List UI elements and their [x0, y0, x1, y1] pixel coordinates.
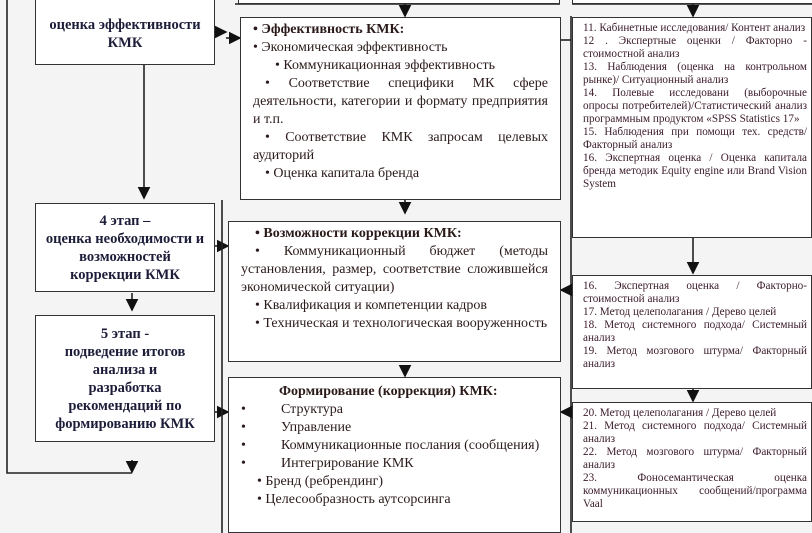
stage4-title-line: 4 этап –: [99, 212, 151, 229]
formation-box: [228, 377, 561, 533]
bullet-icon: •: [241, 438, 246, 453]
stage5-title-line: анализа и: [92, 361, 158, 378]
correction-item: • Коммуникационный бюджет (методы установления, размер, соответствие сложившейся экономической ситуации): [241, 244, 548, 295]
bullet-icon: •: [241, 456, 246, 471]
methods-box-1: [572, 17, 812, 238]
stage4-title-line: возможностей: [79, 248, 171, 265]
effectiveness-item: • Соответствие КМК запросам целевых аудиторий: [253, 130, 548, 163]
stage5-title-line: рекомендаций по: [68, 397, 182, 414]
formation-sub-item: • Целесообразность аутсорсинга: [257, 492, 451, 507]
stage3-box: [35, 0, 215, 65]
stage3-title-line: КМК: [107, 34, 143, 51]
method-item: 23. Фоносемантическая оценка коммуникационных сообщений/программа Vaal: [583, 472, 807, 510]
formation-item-text: Управление: [281, 420, 352, 435]
formation-header: Формирование (коррекция) КМК:: [279, 384, 498, 399]
method-item: 16. Экспертная оценка / Оценка капитала бренда методик Equity engine или Brand Vision System: [583, 152, 807, 190]
method-item: 12 . Экспертные оценки / Факторно - стоимостной анализ: [583, 35, 807, 60]
method-item: 13. Наблюдения (оценка на контрольном рынке)/ Ситуационный анализ: [583, 61, 807, 86]
correction-item: • Техническая и технологическая вооруженность: [255, 316, 548, 331]
effectiveness-header: • Эффективность КМК:: [253, 22, 405, 37]
formation-item: [237, 401, 548, 419]
top-right-box-stub: [572, 0, 812, 4]
methods-box-2: [572, 275, 812, 389]
effectiveness-item: • Экономическая эффективность: [253, 40, 448, 55]
method-item: 20. Метод целеполагания / Дерево целей: [583, 407, 777, 419]
methods-box-3: [572, 402, 812, 522]
formation-item-text: Интегрирование КМК: [281, 456, 414, 471]
method-item: 18. Метод системного подхода/ Системный анализ: [583, 319, 807, 344]
bullet-icon: •: [241, 402, 246, 417]
stage5-title-line: 5 этап -: [100, 325, 150, 342]
stage5-title-line: подведение итогов: [64, 343, 186, 360]
method-item: 14. Полевые исследовани (выборочные опросы потребителей)/Статистический анализ программным продуктом «SPSS Statistics 17»: [583, 87, 807, 125]
correction-header: • Возможности коррекции КМК:: [255, 226, 462, 241]
method-item: 19. Метод мозгового штурма/ Факторный анализ: [583, 345, 807, 370]
stage5-box: [35, 315, 215, 442]
correction-item: • Квалификация и компетенции кадров: [255, 298, 487, 313]
formation-item-text: Структура: [281, 402, 344, 417]
formation-item: [237, 419, 548, 437]
effectiveness-item: • Оценка капитала бренда: [265, 166, 420, 181]
method-item: 11. Кабинетные исследования/ Контент анализ: [583, 22, 806, 34]
formation-sub-item: • Бренд (ребрендинг): [257, 474, 383, 489]
stage4-title-line: оценка необходимости и: [45, 230, 205, 247]
stage5-title-line: разработка: [88, 379, 162, 396]
method-item: 22. Метод мозгового штурма/ Факторный анализ: [583, 446, 807, 471]
stage4-title-line: коррекции КМК: [70, 266, 180, 283]
bullet-icon: •: [241, 420, 246, 435]
formation-item: [237, 437, 548, 455]
method-item: 21. Метод системного подхода/ Системный анализ: [583, 420, 807, 445]
formation-item-text: Коммуникационные послания (сообщения): [281, 438, 540, 453]
effectiveness-item: • Соответствие специфики МК сфере деятельности, категории и формату предприятия и т.п.: [253, 76, 548, 127]
method-item: 16. Экспертная оценка / Факторно-стоимостной анализ: [583, 280, 807, 305]
correction-box: [228, 221, 561, 362]
effectiveness-item: • Коммуникационная эффективность: [275, 58, 496, 73]
method-item: 17. Метод целеполагания / Дерево целей: [583, 306, 777, 318]
stage5-title-line: формированию КМК: [55, 415, 195, 432]
top-mid-box-stub: [238, 0, 560, 4]
stage4-box: [35, 203, 215, 292]
effectiveness-box: [240, 17, 561, 200]
formation-item: [237, 455, 548, 473]
stage3-title-line: оценка эффективности: [49, 16, 201, 33]
method-item: 15. Наблюдения при помощи тех. средств/ Факторный анализ: [583, 126, 807, 151]
